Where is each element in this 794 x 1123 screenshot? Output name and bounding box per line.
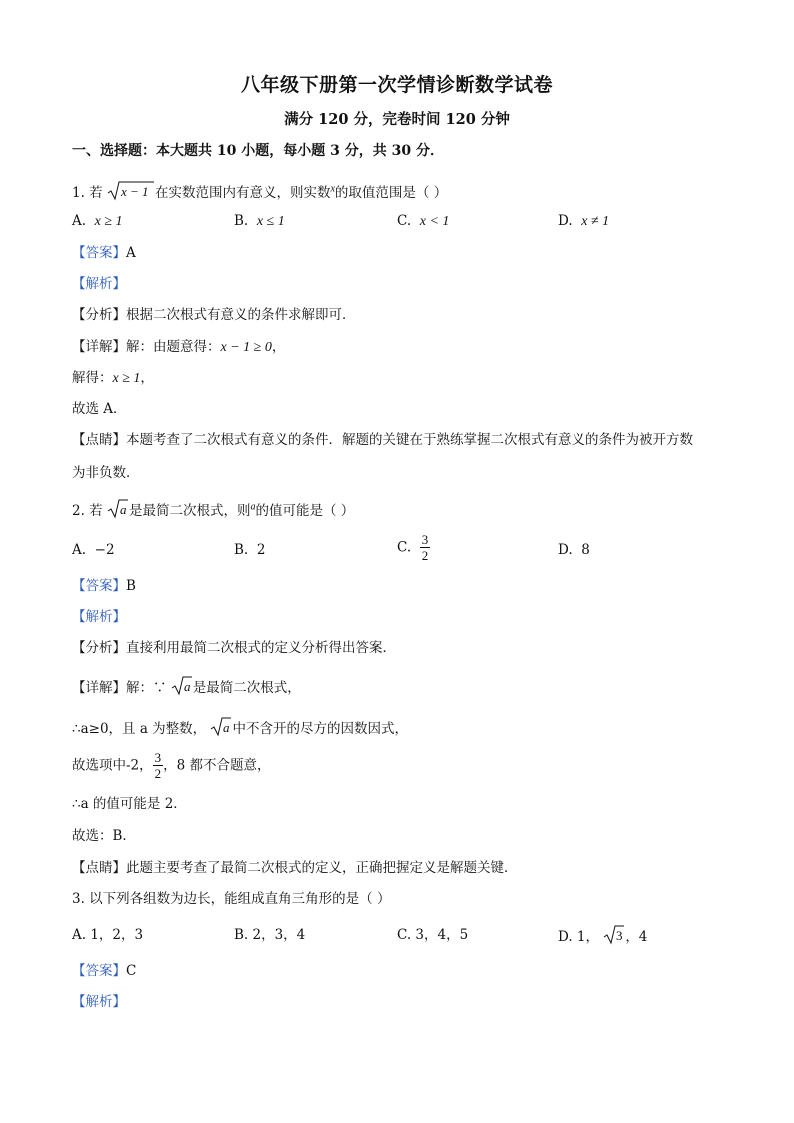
q2-option-b: [234, 541, 265, 559]
q3-analysis-tag: 【解析】: [72, 994, 126, 1010]
dianjing-tag: 【点睛】: [72, 860, 126, 876]
section-heading: 一、选择题：本大题共 10 小题，每小题 3 分，共 30 分．: [72, 143, 444, 159]
option-key: D.: [558, 213, 573, 229]
page-subtitle: 满分 120 分，完卷时间 120 分钟: [284, 111, 510, 128]
q2-dianjing: [72, 859, 518, 877]
fraction-numerator: 3: [154, 750, 162, 765]
q2-option-d: [558, 541, 590, 559]
fenxi-text: 根据二次根式有意义的条件求解即可．: [126, 307, 356, 323]
line2-lead: ∴a≥0，且 a 为整数，: [72, 721, 207, 737]
line2-tail: 中不含开的尽方的因数因式，: [232, 721, 408, 737]
q2-line3: [72, 750, 271, 781]
q1-number: 1. 若: [72, 185, 103, 201]
q2-answer: [72, 577, 136, 595]
option-key: B.: [234, 213, 249, 229]
answer-tag: 【答案】: [72, 963, 126, 979]
q2-xiangjie: [72, 675, 301, 702]
option-value: 2: [256, 542, 266, 558]
xiangjie-tag: 【详解】: [72, 680, 126, 696]
line3-tail: ，8 都不合题意，: [163, 757, 271, 774]
fenxi-text: 直接利用最简二次根式的定义分析得出答案．: [126, 640, 396, 656]
answer-value: C: [126, 963, 137, 979]
xiangjie-lead: 解：∵: [126, 680, 167, 696]
sqrt-3: [603, 924, 625, 951]
radical-sign-icon: [107, 180, 155, 202]
fraction-three-halves: [420, 532, 431, 563]
q1-option-a: [72, 212, 123, 231]
jiede-tail: ，: [140, 370, 154, 386]
radical-sign-icon: [107, 498, 129, 520]
option-value: x ≥ 1: [94, 214, 123, 229]
q2-stem-mid: 是最简二次根式，则: [128, 503, 251, 519]
sqrt-a: [210, 716, 232, 743]
q2-stem-end: 的值可能是（ ）: [255, 503, 355, 519]
fraction-three-halves: [153, 750, 164, 781]
radicand-text: 3: [616, 928, 623, 943]
q1-option-c: [397, 212, 449, 231]
q1-stem-end: 的取值范围是（ ）: [334, 185, 448, 201]
fraction-numerator: 3: [421, 532, 429, 547]
q1-dianjing-cont: 为非负数．: [72, 465, 140, 481]
option-value: x < 1: [419, 214, 450, 229]
question-1-stem: [72, 180, 447, 207]
option-value: 8: [581, 542, 590, 558]
q2-line2: [72, 716, 408, 743]
xiangjie-lead: 解：由题意得：: [126, 339, 221, 355]
fenxi-tag: 【分析】: [72, 640, 126, 656]
question-3-stem: 3. 以下列各组数为边长，能组成直角三角形的是（ ）: [72, 891, 391, 907]
option-key: B.: [234, 542, 249, 558]
q2-analysis-tag: 【解析】: [72, 609, 126, 625]
option-d-tail: ，4: [625, 929, 648, 945]
answer-tag: 【答案】: [72, 578, 126, 594]
radicand-text: a: [223, 720, 230, 735]
q2-line4: ∴a 的值可能是 2．: [72, 796, 187, 812]
q1-xiangjie: [72, 338, 285, 357]
q2-guxuan: 故选：B．: [72, 828, 136, 844]
xiangjie-tail: ，: [271, 339, 286, 355]
answer-tag: 【答案】: [72, 245, 126, 261]
fraction-denominator: 2: [154, 766, 162, 781]
option-d-lead: D. 1，: [558, 929, 600, 945]
q3-answer: [72, 962, 136, 980]
page-title: 八年级下册第一次学情诊断数学试卷: [240, 74, 553, 96]
sqrt-a: [107, 498, 129, 525]
q1-guxuan: 故选 A．: [72, 401, 127, 417]
xiangjie-tail: 是最简二次根式，: [192, 680, 301, 696]
jiede-lead: 解得：: [72, 370, 113, 386]
q1-analysis-tag: 【解析】: [72, 276, 126, 292]
q3-option-b: B. 2，3，4: [234, 927, 306, 943]
radicand-text: a: [119, 502, 127, 517]
fraction-denominator: 2: [421, 548, 429, 563]
line3-lead: 故选项中-2，: [72, 757, 153, 774]
q1-var: x: [330, 183, 335, 195]
sqrt-a: [171, 675, 193, 702]
q2-fenxi: [72, 639, 396, 657]
q1-answer: [72, 244, 136, 262]
q3-option-c: C. 3，4，5: [397, 927, 469, 943]
jiede-math: x ≥ 1: [112, 371, 141, 386]
answer-value: A: [126, 245, 136, 261]
xiangjie-math: x − 1 ≥ 0: [220, 340, 272, 355]
radical-sign-icon: [171, 675, 193, 697]
radicand-text: a: [183, 679, 191, 694]
q2-var: a: [250, 501, 256, 513]
radicand-text: x − 1: [120, 184, 149, 199]
q3-option-d: [558, 924, 647, 951]
q1-option-d: [558, 212, 609, 231]
xiangjie-tag: 【详解】: [72, 339, 126, 355]
option-value: x ≤ 1: [256, 214, 285, 229]
option-key: D.: [558, 542, 573, 558]
q1-dianjing: [72, 431, 693, 449]
option-key: C.: [397, 539, 412, 556]
q2-option-c: [397, 532, 430, 563]
option-value: x ≠ 1: [581, 214, 610, 229]
q1-stem-mid: 在实数范围内有意义，则实数: [154, 185, 331, 201]
fenxi-tag: 【分析】: [72, 307, 126, 323]
dianjing-text: 本题考查了二次根式有意义的条件．解题的关键在于熟练掌握二次根式有意义的条件为被开方数: [126, 432, 693, 448]
radical-sign-icon: [603, 924, 625, 946]
answer-value: B: [126, 578, 136, 594]
q3-option-a: A. 1，2，3: [72, 927, 144, 943]
dianjing-tag: 【点睛】: [72, 432, 126, 448]
option-key: C.: [397, 213, 412, 229]
radical-sign-icon: [210, 716, 232, 738]
q1-fenxi: [72, 306, 356, 324]
option-key: A.: [72, 213, 87, 229]
sqrt-x-minus-1: [107, 180, 155, 207]
q2-number: 2. 若: [72, 503, 103, 519]
dianjing-text: 此题主要考查了最简二次根式的定义，正确把握定义是解题关键．: [126, 860, 518, 876]
q1-jiede: [72, 369, 154, 388]
q1-option-b: [234, 212, 285, 231]
question-2-stem: [72, 498, 354, 525]
option-value: −2: [94, 542, 115, 558]
q2-option-a: [72, 541, 115, 559]
option-key: A.: [72, 542, 87, 558]
